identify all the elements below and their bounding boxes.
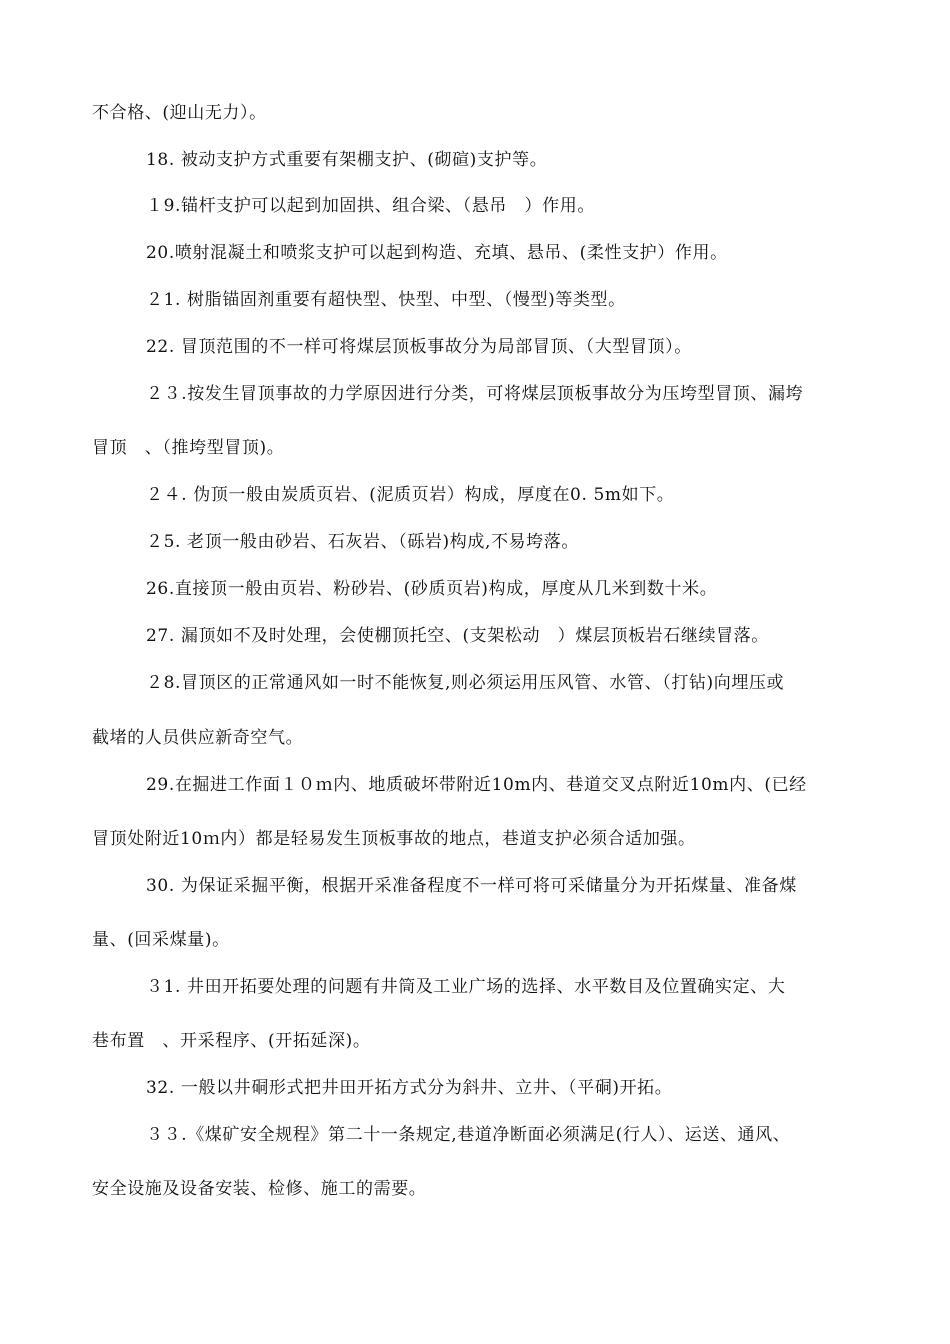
text-line: ３1. 井田开拓要处理的问题有井筒及工业广场的选择、水平数目及位置确实定、大 [146,977,786,997]
text-line: 18. 被动支护方式重要有架棚支护、(砌碹)支护等。 [146,150,548,170]
text-line: 27. 漏顶如不及时处理，会使棚顶托空、(支架松动 ）煤层顶板岩石继续冒落。 [146,626,769,646]
text-line: 26.直接顶一般由页岩、粉砂岩、(砂质页岩)构成，厚度从几米到数十米。 [146,579,718,599]
text-line: 32. 一般以井硐形式把井田开拓方式分为斜井、立井、（平硐)开拓。 [146,1078,673,1098]
text-line: ３３.《煤矿安全规程》第二十一条规定,巷道净断面必须满足(行人）、运送、通风、 [146,1125,791,1145]
text-line: ２４. 伪顶一般由炭质页岩、(泥质页岩）构成，厚度在0. 5m如下。 [146,485,675,505]
text-line: 22. 冒顶范围的不一样可将煤层顶板事故分为局部冒顶、（大型冒顶）。 [146,337,692,357]
text-line: 冒顶处附近10ｍ内）都是轻易发生顶板事故的地点，巷道支护必须合适加强。 [92,829,696,849]
text-line: ２３.按发生冒顶事故的力学原因进行分类，可将煤层顶板事故分为压垮型冒顶、漏垮 [146,384,804,404]
text-line: ２1. 树脂锚固剂重要有超快型、快型、中型、（慢型)等类型。 [146,290,626,310]
text-line: 29.在掘进工作面１０ｍ内、地质破坏带附近10m内、巷道交叉点附近10m内、(已经 [146,775,807,795]
text-line: 20.喷射混凝土和喷浆支护可以起到构造、充填、悬吊、(柔性支护）作用。 [146,243,728,263]
text-line: 30. 为保证采掘平衡，根据开采准备程度不一样可将可采储量分为开拓煤量、准备煤 [146,876,797,896]
text-line: １9.锚杆支护可以起到加固拱、组合梁、（悬吊 ）作用。 [146,196,595,216]
text-line: ２5. 老顶一般由砂岩、石灰岩、（砾岩)构成,不易垮落。 [146,532,579,552]
text-line: 截堵的人员供应新奇空气。 [92,728,304,748]
text-line: 冒顶 、（推垮型冒顶)。 [92,438,285,458]
text-line: ２8.冒顶区的正常通风如一时不能恢复,则必须运用压风管、水管、（打钻)向埋压或 [146,673,785,693]
text-line: 安全设施及设备安装、检修、施工的需要。 [92,1179,427,1199]
text-line: 量、(回采煤量)。 [92,930,230,950]
text-line: 不合格、(迎山无力）。 [92,103,267,123]
text-line: 巷布置 、开采程序、(开拓延深)。 [92,1031,371,1051]
